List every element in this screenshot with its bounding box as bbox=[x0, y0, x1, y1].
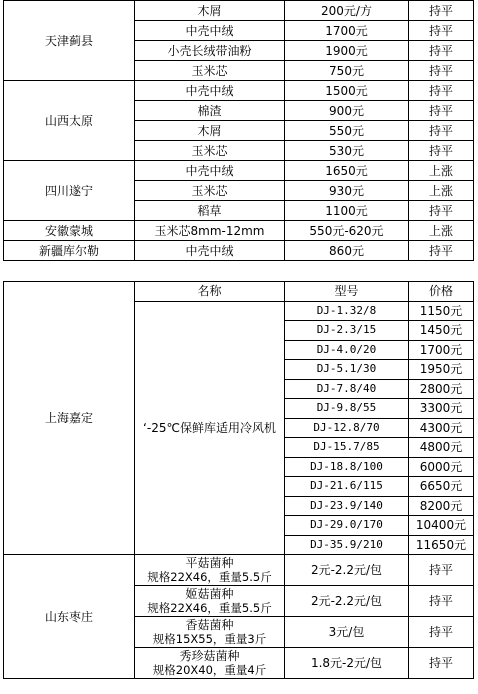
model-price: 6000元 bbox=[409, 457, 474, 477]
price-table-materials bbox=[3, 0, 474, 261]
material-name: 稻草 bbox=[135, 201, 285, 221]
model-cell: DJ-2.3/15 bbox=[285, 321, 409, 341]
spawn-spec: 规格22X46，重量5.5斤 bbox=[147, 601, 272, 615]
model-cell: DJ-1.32/8 bbox=[285, 301, 409, 321]
model-price: 1950元 bbox=[409, 360, 474, 380]
region-cell: 天津蓟县 bbox=[4, 1, 135, 81]
model-price: 4300元 bbox=[409, 418, 474, 438]
price-trend: 持平 bbox=[409, 41, 474, 61]
model-price: 4800元 bbox=[409, 438, 474, 458]
price-trend: 上涨 bbox=[409, 181, 474, 201]
price-trend: 持平 bbox=[409, 617, 474, 648]
price-trend: 上涨 bbox=[409, 221, 474, 241]
material-price: 550元-620元 bbox=[285, 221, 409, 241]
model-cell: DJ-18.8/100 bbox=[285, 457, 409, 477]
material-name: 玉米芯 bbox=[135, 61, 285, 81]
spawn-name: 平菇菌种 bbox=[185, 556, 234, 570]
model-price: 8200元 bbox=[409, 496, 474, 516]
price-trend: 持平 bbox=[409, 648, 474, 679]
material-price: 900元 bbox=[285, 101, 409, 121]
material-price: 1500元 bbox=[285, 81, 409, 101]
material-name: 木屑 bbox=[135, 1, 285, 21]
table-row bbox=[4, 221, 474, 241]
spawn-name: 香菇菌种 bbox=[185, 618, 234, 632]
region-cell: 安徽蒙城 bbox=[4, 221, 135, 241]
price-trend: 持平 bbox=[409, 61, 474, 81]
spawn-name-cell bbox=[135, 555, 285, 586]
material-price: 550元 bbox=[285, 121, 409, 141]
model-cell: DJ-4.0/20 bbox=[285, 340, 409, 360]
material-name: 中壳中绒 bbox=[135, 161, 285, 181]
table-row bbox=[4, 81, 474, 101]
equipment-body bbox=[4, 282, 474, 679]
model-cell: DJ-12.8/70 bbox=[285, 418, 409, 438]
model-price: 1150元 bbox=[409, 301, 474, 321]
price-trend: 持平 bbox=[409, 121, 474, 141]
region-cell: 山东枣庄 bbox=[4, 555, 135, 679]
spawn-name-cell bbox=[135, 586, 285, 617]
price-trend: 持平 bbox=[409, 141, 474, 161]
model-cell: DJ-29.0/170 bbox=[285, 516, 409, 536]
materials-body bbox=[4, 1, 474, 261]
spawn-name-cell bbox=[135, 617, 285, 648]
model-price: 3300元 bbox=[409, 399, 474, 419]
spawn-spec: 规格22X46，重量5.5斤 bbox=[147, 570, 272, 584]
spawn-price: 1.8元-2元/包 bbox=[285, 648, 409, 679]
model-cell: DJ-15.7/85 bbox=[285, 438, 409, 458]
header-price: 价格 bbox=[409, 282, 474, 302]
material-price: 530元 bbox=[285, 141, 409, 161]
product-name: ‘-25℃保鲜库适用冷风机 bbox=[135, 301, 285, 555]
material-name: 棉渣 bbox=[135, 101, 285, 121]
price-table-equipment bbox=[3, 281, 474, 679]
region-cell: 新疆库尔勒 bbox=[4, 241, 135, 261]
material-name: 中壳中绒 bbox=[135, 21, 285, 41]
material-price: 1650元 bbox=[285, 161, 409, 181]
spawn-spec: 规格15X55，重量3斤 bbox=[152, 632, 267, 646]
price-trend: 持平 bbox=[409, 81, 474, 101]
region-cell: 上海嘉定 bbox=[4, 282, 135, 555]
material-price: 860元 bbox=[285, 241, 409, 261]
table-row bbox=[4, 241, 474, 261]
price-trend: 持平 bbox=[409, 1, 474, 21]
model-price: 2800元 bbox=[409, 379, 474, 399]
price-trend: 持平 bbox=[409, 101, 474, 121]
material-name: 玉米芯8mm-12mm bbox=[135, 221, 285, 241]
region-cell: 四川遂宁 bbox=[4, 161, 135, 221]
material-price: 930元 bbox=[285, 181, 409, 201]
table-row bbox=[4, 1, 474, 21]
material-price: 1700元 bbox=[285, 21, 409, 41]
model-cell: DJ-5.1/30 bbox=[285, 360, 409, 380]
model-cell: DJ-21.6/115 bbox=[285, 477, 409, 497]
material-price: 200元/方 bbox=[285, 1, 409, 21]
material-price: 1900元 bbox=[285, 41, 409, 61]
table-header-row bbox=[4, 282, 474, 302]
model-price: 1700元 bbox=[409, 340, 474, 360]
material-name: 玉米芯 bbox=[135, 181, 285, 201]
model-price: 1450元 bbox=[409, 321, 474, 341]
material-name: 玉米芯 bbox=[135, 141, 285, 161]
spawn-price: 3元/包 bbox=[285, 617, 409, 648]
price-trend: 持平 bbox=[409, 555, 474, 586]
spawn-price: 2元-2.2元/包 bbox=[285, 555, 409, 586]
model-cell: DJ-7.8/40 bbox=[285, 379, 409, 399]
material-name: 中壳中绒 bbox=[135, 241, 285, 261]
header-model: 型号 bbox=[285, 282, 409, 302]
material-name: 木屑 bbox=[135, 121, 285, 141]
header-name: 名称 bbox=[135, 282, 285, 302]
price-trend: 持平 bbox=[409, 21, 474, 41]
model-price: 11650元 bbox=[409, 535, 474, 555]
spawn-spec: 规格20X40，重量4斤 bbox=[152, 663, 267, 677]
material-name: 小壳长绒带油粉 bbox=[135, 41, 285, 61]
price-trend: 持平 bbox=[409, 241, 474, 261]
spawn-name: 姬菇菌种 bbox=[185, 587, 234, 601]
table-row bbox=[4, 161, 474, 181]
price-trend: 上涨 bbox=[409, 161, 474, 181]
price-trend: 持平 bbox=[409, 586, 474, 617]
table-row bbox=[4, 555, 474, 586]
model-price: 6650元 bbox=[409, 477, 474, 497]
model-price: 10400元 bbox=[409, 516, 474, 536]
spawn-name-cell bbox=[135, 648, 285, 679]
spawn-name: 秀珍菇菌种 bbox=[179, 649, 240, 663]
model-cell: DJ-35.9/210 bbox=[285, 535, 409, 555]
model-cell: DJ-23.9/140 bbox=[285, 496, 409, 516]
price-trend: 持平 bbox=[409, 201, 474, 221]
model-cell: DJ-9.8/55 bbox=[285, 399, 409, 419]
material-price: 1100元 bbox=[285, 201, 409, 221]
region-cell: 山西太原 bbox=[4, 81, 135, 161]
material-name: 中壳中绒 bbox=[135, 81, 285, 101]
spawn-price: 2元-2.2元/包 bbox=[285, 586, 409, 617]
material-price: 750元 bbox=[285, 61, 409, 81]
